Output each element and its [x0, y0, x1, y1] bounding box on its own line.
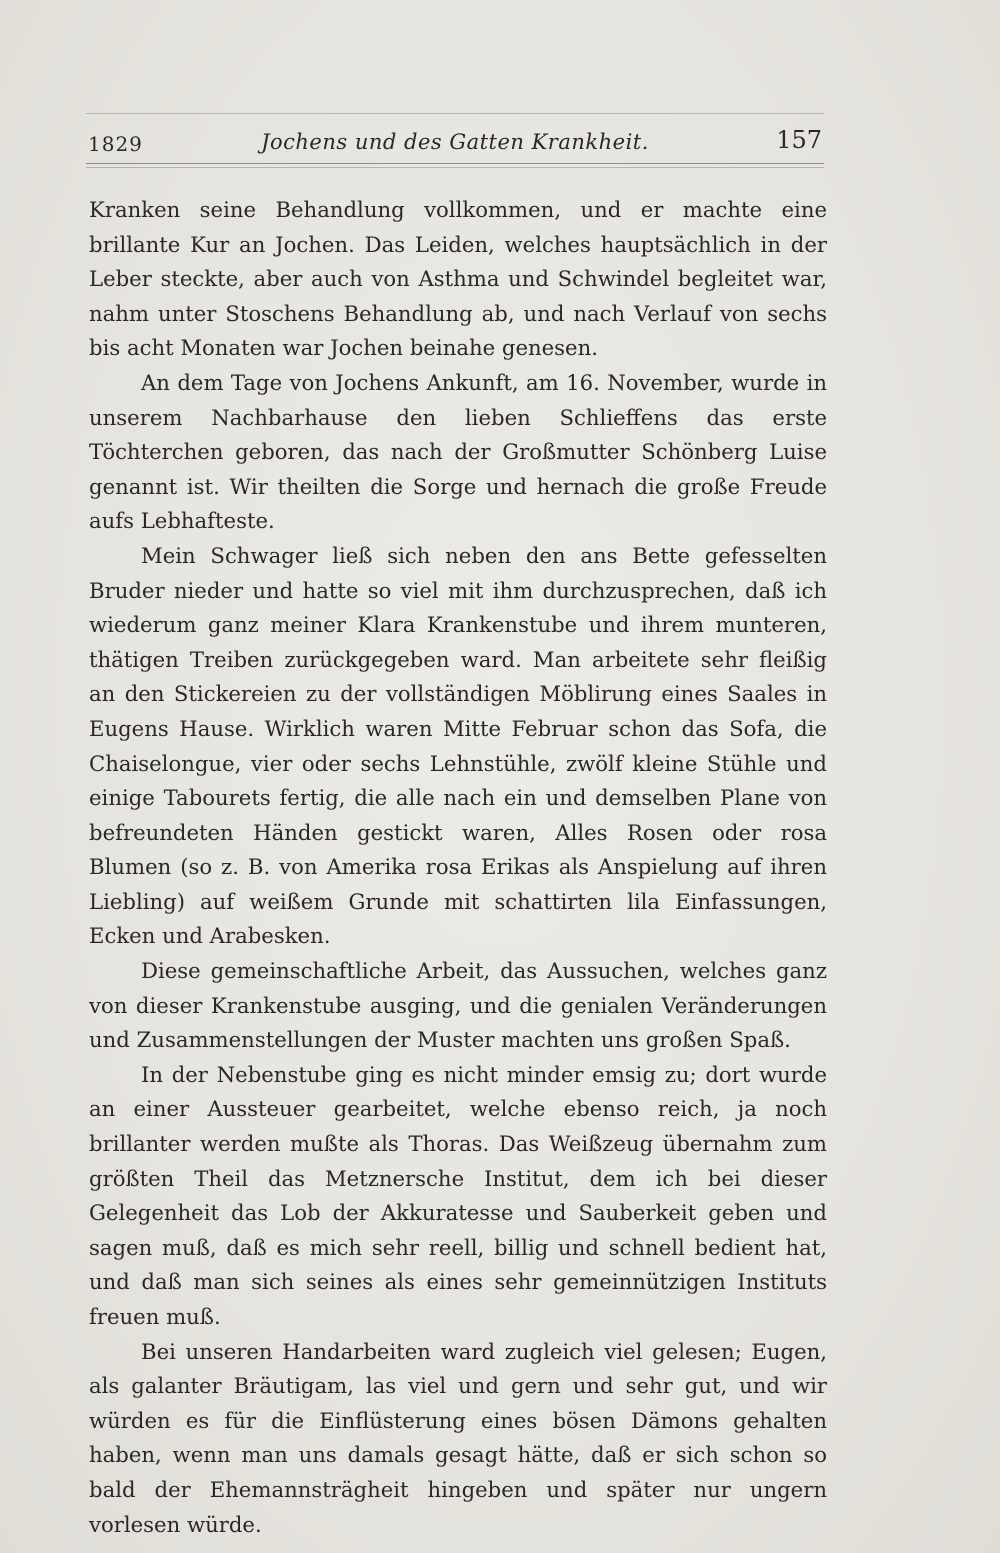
paragraph-6: Bei unseren Handarbeiten ward zugleich viel gelesen; Eugen, als galanter Bräutigam, las viel und gern und sehr gut, und wir würden es für die Einflüsterung eines bösen Dämons gehalten haben, wenn man uns damals gesagt hätte, daß er sich schon so bald der Ehemannsträgheit hingeben und später nur ungern vorlesen würde. — [89, 1338, 827, 1537]
paragraph-3: Mein Schwager ließ sich neben den ans Bette gefesselten Bruder nieder und hatte so viel mit ihm durchzusprechen, daß ich wiederum ganz meiner Klara Krankenstube und ihrem munteren, thätigen Treiben zurückgegeben ward. Man arbeitete sehr fleißig an den Stickereien zu der vollständigen Möblirung eines Saales in Eugens Hause. Wirklich waren Mitte Februar schon das Sofa, die Chaiselongue, vier oder sechs Lehnstühle, zwölf kleine Stühle und einige Tabourets fertig, die alle nach ein und demselben Plane von befreundeten Händen gestickt waren, Alles Rosen oder rosa Blumen (so z. B. von Amerika rosa Erikas als Anspielung auf ihren Liebling) auf weißem Grunde mit schattirten lila Einfassungen, Ecken und Arabesken. — [89, 542, 827, 949]
header-rule-bottom — [86, 163, 824, 164]
paragraph-1: Kranken seine Behandlung vollkommen, und er machte eine brillante Kur an Jochen. Das Leiden, welches hauptsächlich in der Leber steckte, aber auch von Asthma und Schwindel begleitet war, nahm unter Stoschens Behandlung ab, und nach Verlauf von sechs bis acht Monaten war Jochen beinahe genesen. — [89, 197, 827, 361]
running-header — [86, 118, 824, 158]
page-number: 157 — [776, 126, 822, 154]
header-rule-top — [86, 113, 824, 114]
header-title: Jochens und des Gatten Krankheit. — [261, 130, 649, 154]
header-rule-bottom-thin — [86, 167, 824, 168]
paragraph-4: Diese gemeinschaftliche Arbeit, das Aussuchen, welches ganz von dieser Krankenstube ausging, und die genialen Veränderungen und Zusammenstellungen der Muster machten uns großen Spaß. — [89, 958, 827, 1053]
paragraph-2: An dem Tage von Jochens Ankunft, am 16. November, wurde in unserem Nachbarhause den lieben Schlieffens das erste Töchterchen geboren, das nach der Großmutter Schönberg Luise genannt ist. Wir theilten die Sorge und hernach die große Freude aufs Lebhafteste. — [89, 369, 827, 534]
paragraph-5: In der Nebenstube ging es nicht minder emsig zu; dort wurde an einer Aussteuer gearbeitet, welche ebenso reich, ja noch brillanter werden mußte als Thoras. Das Weißzeug übernahm zum größten Theil das Metznersche Institut, dem ich bei dieser Gelegenheit das Lob der Akkuratesse und Sauberkeit geben und sagen muß, daß es mich sehr reell, billig und schnell bedient hat, und daß man sich seines als eines sehr gemeinnützigen Instituts freuen muß. — [89, 1061, 827, 1329]
header-year: 1829 — [88, 132, 143, 156]
body-text — [89, 193, 827, 1542]
